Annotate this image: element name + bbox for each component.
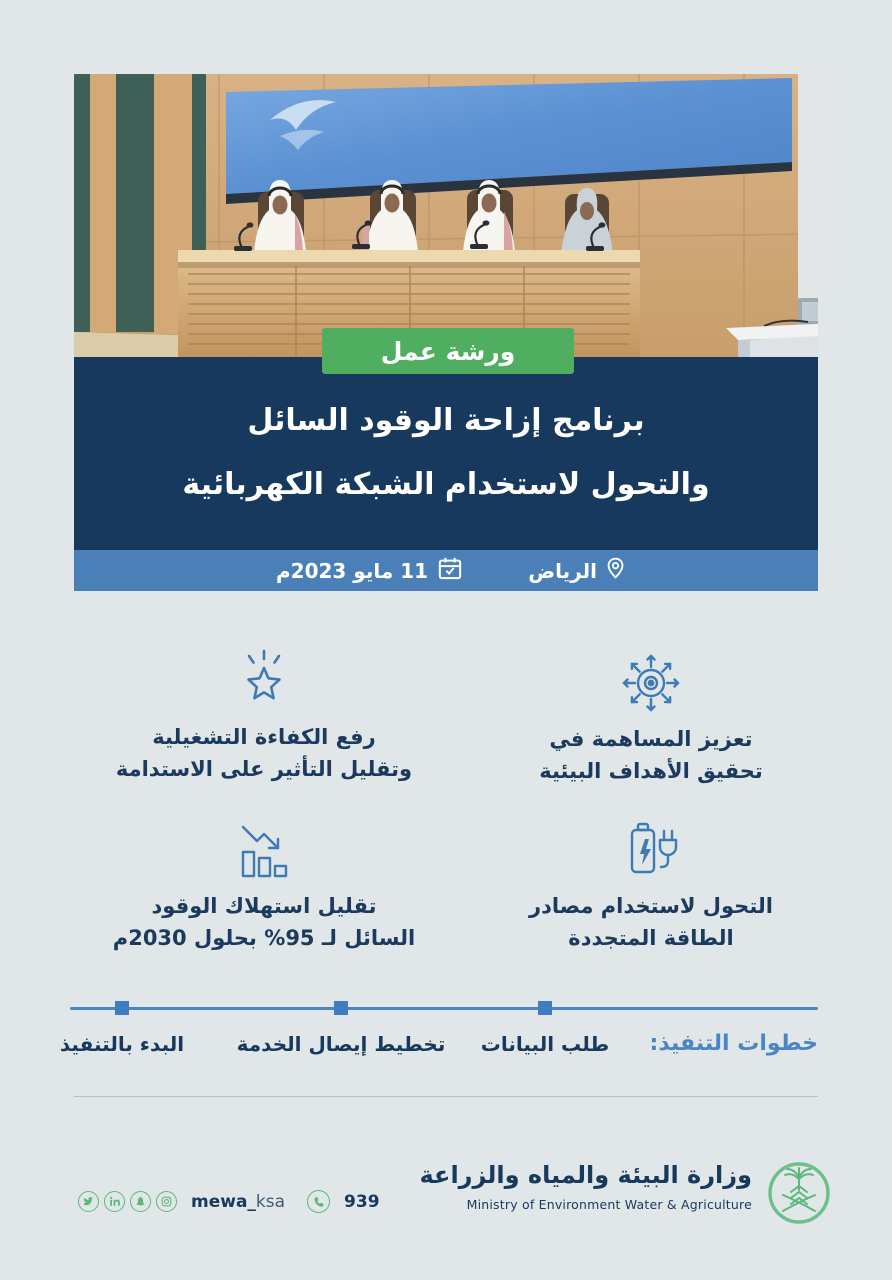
location-label: الرياض [528, 558, 597, 583]
target-arrows-icon [491, 645, 811, 715]
location-pin-icon [607, 556, 624, 585]
feature-operational-efficiency [104, 643, 424, 785]
feature-text: رفع الكفاءة التشغيلية [152, 725, 376, 749]
mewa-palm-emblem-logo [766, 1160, 832, 1226]
battery-plug-icon [491, 812, 811, 882]
program-title-line1: برنامج إزاحة الوقود السائل [247, 403, 645, 438]
instagram-icon [156, 1191, 177, 1212]
feature-text: الطاقة المتجددة [568, 926, 734, 950]
sparkle-star-icon [104, 643, 424, 713]
ministry-name-english: Ministry of Environment Water & Agriculture [466, 1197, 752, 1212]
meta-bar [74, 550, 818, 591]
feature-text: التحول لاستخدام مصادر [529, 894, 773, 918]
linkedin-icon [104, 1191, 125, 1212]
calendar-check-icon [438, 556, 462, 585]
date-group [276, 550, 462, 591]
workshop-badge [322, 328, 574, 374]
feature-text: تحقيق الأهداف البيئية [539, 759, 763, 783]
workshop-panel-photo [74, 74, 818, 357]
program-title-line2: والتحول لاستخدام الشبكة الكهربائية [182, 467, 710, 502]
phone-icon [307, 1190, 330, 1213]
timeline-step-2: تخطيط إيصال الخدمة [236, 1032, 446, 1056]
twitter-icon [78, 1191, 99, 1212]
timeline-marker [334, 1001, 348, 1015]
phone-group [307, 1190, 380, 1213]
footer-divider [74, 1096, 818, 1097]
date-label: 11 مايو 2023م [276, 558, 429, 583]
feature-environmental-goals [491, 645, 811, 787]
ministry-name-arabic: وزارة البيئة والمياه والزراعة [419, 1161, 752, 1189]
location-group [528, 550, 624, 591]
timeline-step-3: البدء بالتنفيذ [59, 1032, 185, 1056]
feature-text: تعزيز المساهمة في [549, 727, 753, 751]
handle-bold: mewa_ [191, 1191, 256, 1212]
timeline-marker [115, 1001, 129, 1015]
feature-renewable-energy [491, 812, 811, 954]
title-banner [74, 357, 818, 550]
declining-chart-icon [104, 812, 424, 882]
feature-text: وتقليل التأثير على الاستدامة [115, 757, 413, 781]
workshop-badge-label: ورشة عمل [380, 336, 516, 366]
feature-text: تقليل استهلاك الوقود [151, 894, 377, 918]
snapchat-icon [130, 1191, 151, 1212]
handle-light: ksa [255, 1191, 286, 1212]
feature-fuel-reduction [104, 812, 424, 954]
phone-number: 939 [344, 1191, 380, 1212]
timeline-title: خطوات التنفيذ: [649, 1031, 818, 1056]
photo-illustration [74, 74, 818, 357]
social-row [78, 1190, 380, 1213]
timeline-track [70, 1007, 818, 1010]
timeline-marker [538, 1001, 552, 1015]
timeline-step-1: طلب البيانات [480, 1032, 610, 1056]
feature-text: السائل لـ 95% بحلول 2030م [112, 926, 416, 950]
social-handle [191, 1192, 285, 1212]
